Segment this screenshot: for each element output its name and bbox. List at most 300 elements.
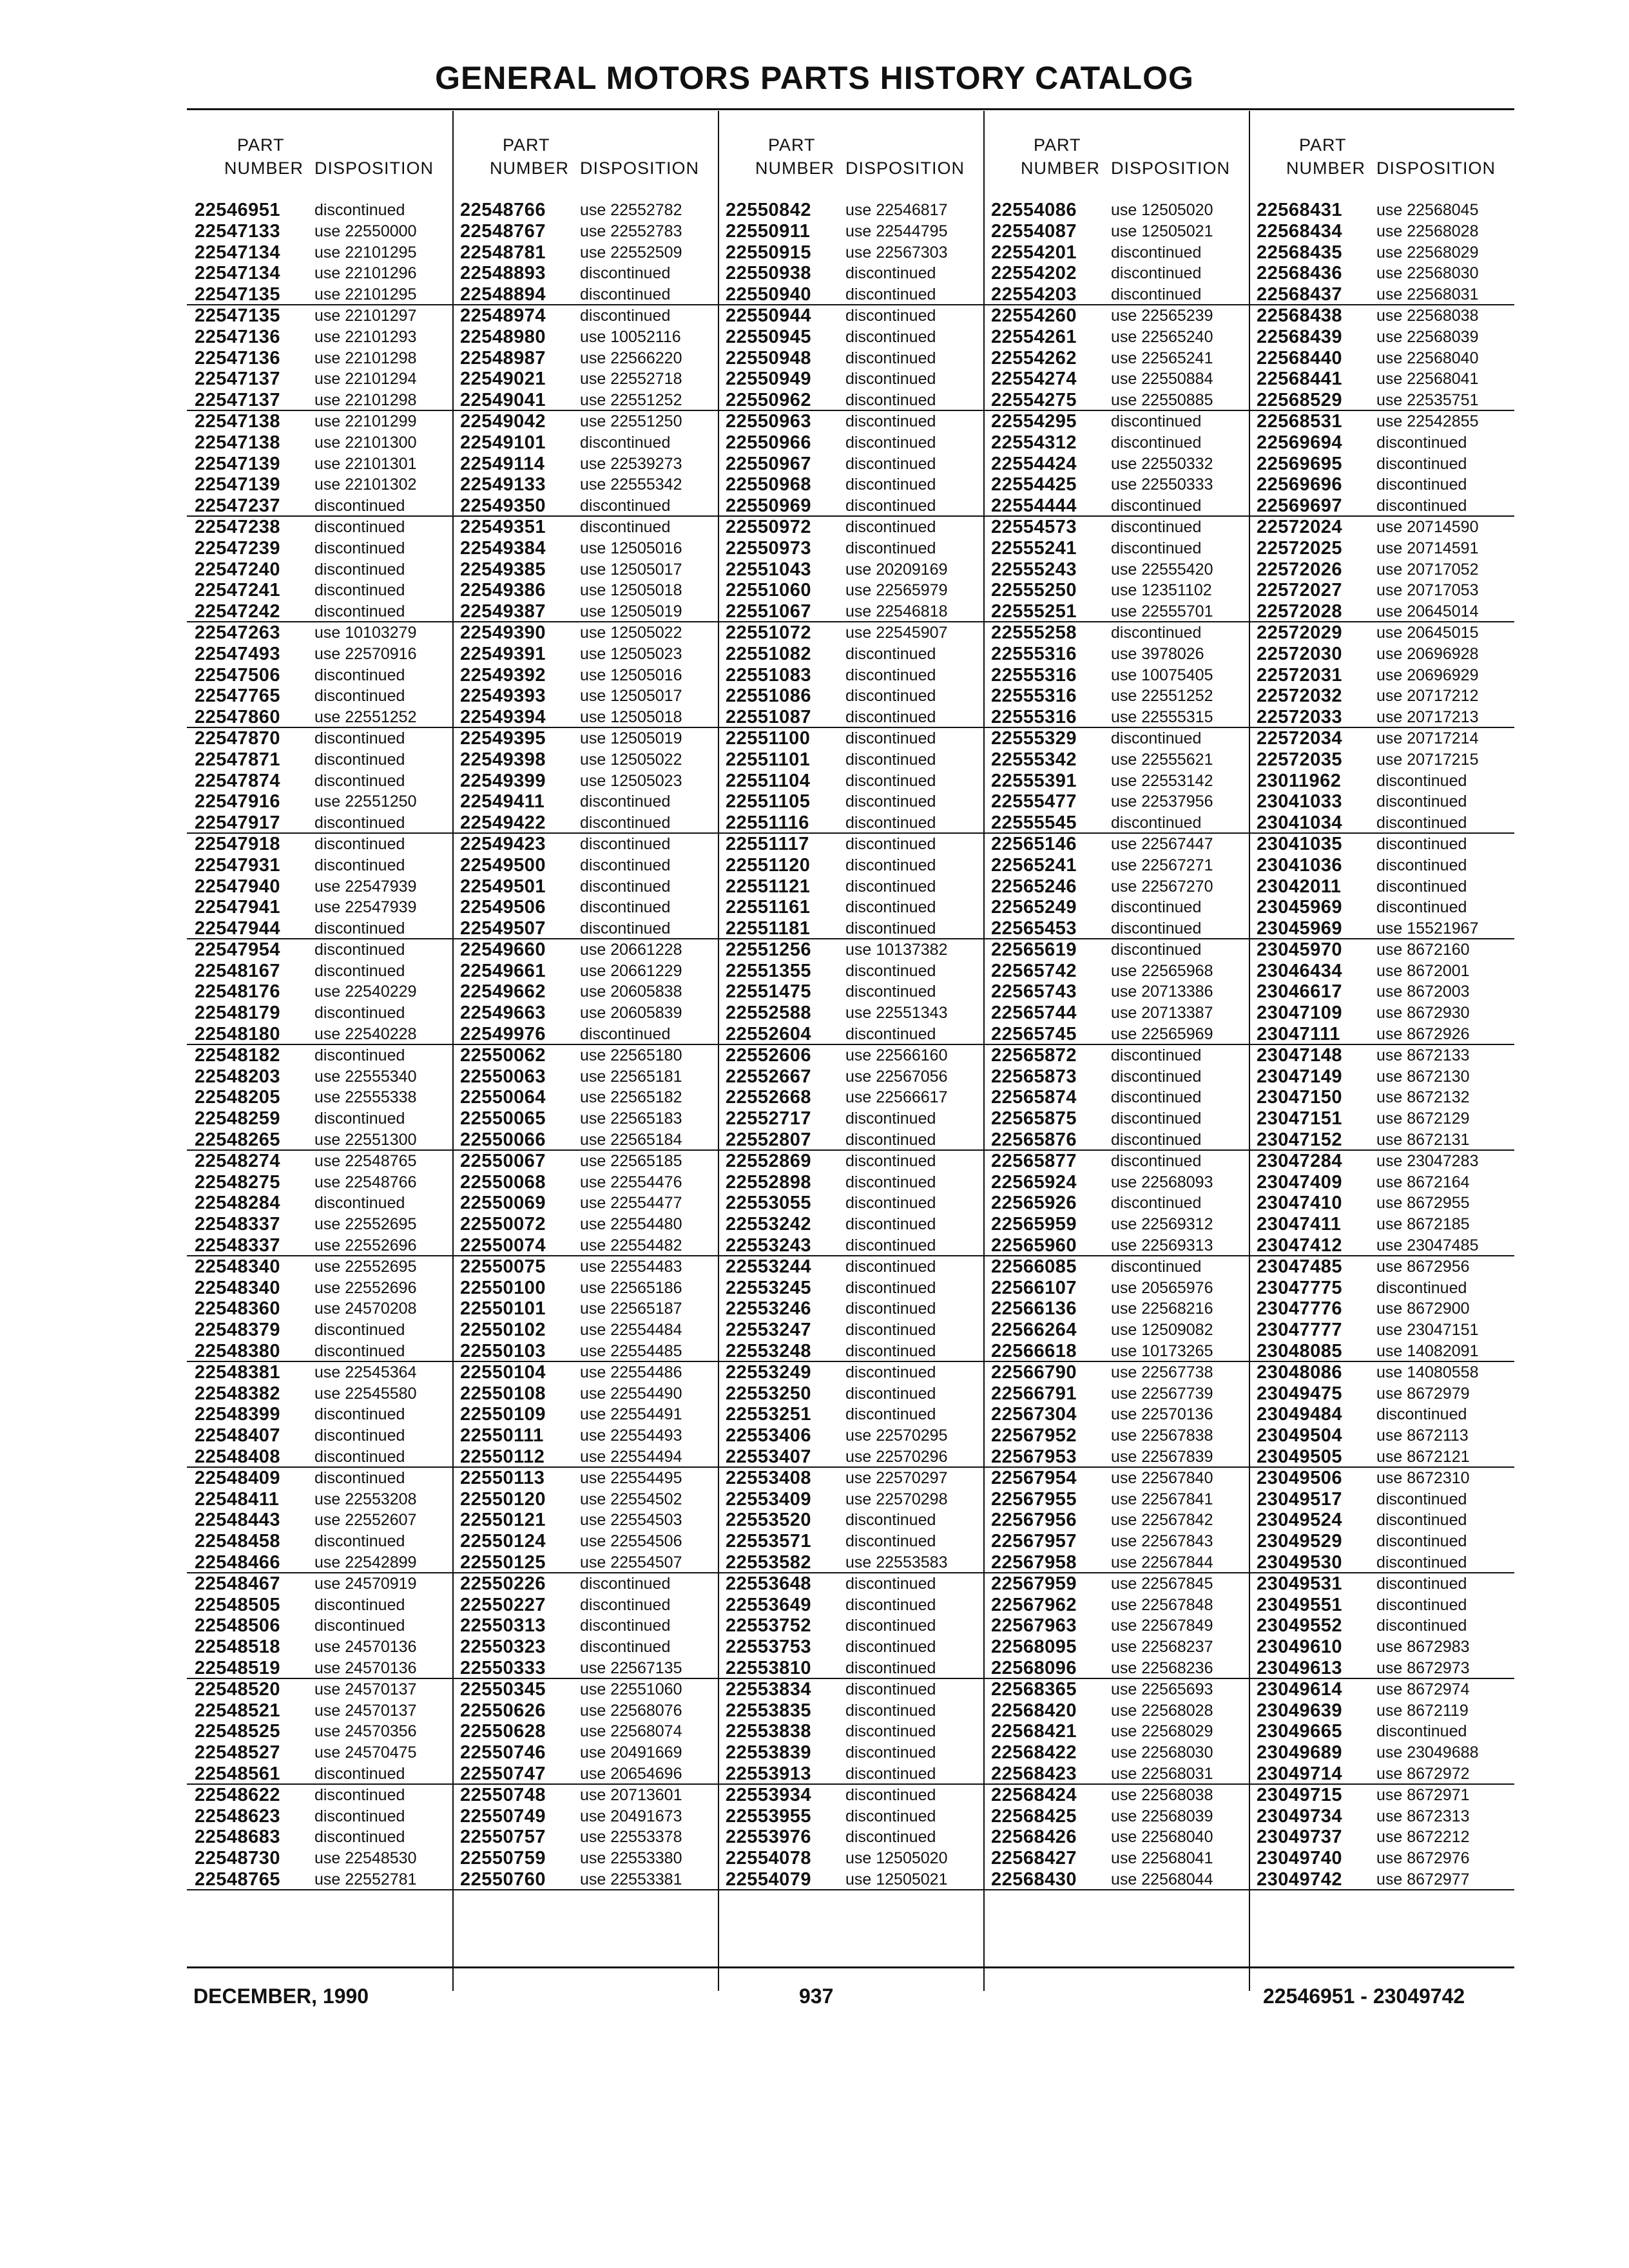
disposition: discontinued — [845, 834, 936, 853]
part-number: 22550075 — [460, 1256, 546, 1277]
table-row — [983, 1235, 1249, 1256]
part-number: 22550068 — [460, 1171, 546, 1193]
disposition: use 22566220 — [580, 349, 682, 367]
disposition: use 12505020 — [1111, 201, 1213, 219]
part-number: 22553976 — [726, 1827, 812, 1848]
part-number: 22566136 — [991, 1298, 1077, 1320]
table-row — [718, 1383, 983, 1405]
part-number: 22566264 — [991, 1320, 1077, 1341]
table-row — [718, 1552, 983, 1573]
disposition: use 20209169 — [845, 560, 948, 579]
disposition: discontinued — [580, 517, 671, 536]
part-number: 22550972 — [726, 516, 812, 537]
part-number: 22552668 — [726, 1087, 812, 1108]
part-number: 22565926 — [991, 1193, 1077, 1214]
table-row — [452, 411, 718, 432]
part-number: 22572030 — [1257, 643, 1343, 664]
table-row — [187, 1742, 452, 1763]
disposition: discontinued — [580, 919, 671, 938]
part-number: 22551475 — [726, 981, 812, 1003]
part-number: 22550121 — [460, 1510, 546, 1531]
disposition: discontinued — [314, 1405, 405, 1424]
part-number: 22550313 — [460, 1615, 546, 1637]
disposition: use 12505019 — [580, 602, 682, 621]
table-row — [718, 1362, 983, 1383]
disposition: discontinued — [845, 687, 936, 706]
disposition: discontinued — [845, 1828, 936, 1847]
part-number: 22568531 — [1257, 410, 1343, 432]
table-row — [1249, 1235, 1514, 1256]
disposition: use 22567840 — [1111, 1468, 1213, 1487]
disposition: discontinued — [1376, 856, 1467, 874]
part-number: 22550759 — [460, 1848, 546, 1869]
part-number: 22554295 — [991, 410, 1077, 432]
disposition: discontinued — [580, 264, 671, 283]
part-number: 22550108 — [460, 1383, 546, 1404]
part-number: 22549501 — [460, 876, 546, 897]
table-row — [452, 855, 718, 876]
column-header — [983, 135, 1249, 200]
table-row — [983, 1256, 1249, 1278]
disposition: discontinued — [845, 1215, 936, 1234]
part-number: 22568529 — [1257, 390, 1343, 411]
disposition: discontinued — [1111, 1067, 1202, 1086]
disposition: discontinued — [580, 1025, 671, 1044]
disposition: use 22570295 — [845, 1427, 948, 1445]
disposition: use 22567839 — [1111, 1448, 1213, 1466]
table-row — [452, 1446, 718, 1468]
disposition: discontinued — [1376, 1553, 1467, 1571]
disposition: use 22554490 — [580, 1384, 682, 1403]
disposition: use 22555420 — [1111, 560, 1213, 579]
table-row — [187, 749, 452, 771]
part-number: 23049506 — [1257, 1467, 1343, 1488]
disposition: use 22552783 — [580, 222, 682, 240]
part-number: 23048086 — [1257, 1361, 1343, 1383]
table-row — [718, 1658, 983, 1679]
disposition: use 22568040 — [1376, 349, 1479, 367]
table-row — [718, 1806, 983, 1827]
part-number: 22547134 — [195, 263, 281, 284]
disposition: discontinued — [1376, 1278, 1467, 1297]
part-number: 22549399 — [460, 770, 546, 791]
disposition: use 22550885 — [1111, 391, 1213, 410]
disposition: use 22567845 — [1111, 1574, 1213, 1593]
disposition: discontinued — [845, 454, 936, 473]
table-row — [983, 1151, 1249, 1172]
table-row — [1249, 1827, 1514, 1848]
table-row — [718, 1087, 983, 1108]
table-row — [983, 1278, 1249, 1299]
part-number: 22568420 — [991, 1700, 1077, 1721]
part-number: 22548767 — [460, 220, 546, 242]
disposition: use 22554502 — [580, 1490, 682, 1508]
table-row — [1249, 897, 1514, 918]
table-row — [187, 1256, 452, 1278]
disposition: discontinued — [1376, 793, 1467, 811]
table-row — [452, 1785, 718, 1806]
part-number: 22553407 — [726, 1446, 812, 1468]
disposition: use 22567739 — [1111, 1384, 1213, 1403]
table-row — [983, 1341, 1249, 1362]
disposition: discontinued — [845, 877, 936, 896]
disposition: use 20713387 — [1111, 1004, 1213, 1023]
table-row — [187, 1235, 452, 1256]
part-number: 22550944 — [726, 305, 812, 326]
disposition: use 22567843 — [1111, 1532, 1213, 1551]
part-number: 22548443 — [195, 1510, 281, 1531]
part-number: 22547136 — [195, 326, 281, 347]
table-row — [452, 1827, 718, 1848]
column-header — [187, 135, 452, 200]
disposition: discontinued — [845, 1574, 936, 1593]
part-number: 22548167 — [195, 960, 281, 981]
part-number: 22553838 — [726, 1721, 812, 1742]
disposition: use 22568031 — [1376, 285, 1479, 304]
disposition: use 12505017 — [580, 687, 682, 706]
part-number: 22547916 — [195, 791, 281, 812]
part-number: 22567954 — [991, 1467, 1077, 1488]
disposition: use 22555701 — [1111, 602, 1213, 621]
table-row — [1249, 1151, 1514, 1172]
table-row — [1249, 1256, 1514, 1278]
disposition: discontinued — [845, 961, 936, 980]
disposition: discontinued — [314, 750, 405, 769]
part-number: 22547940 — [195, 876, 281, 897]
table-row — [718, 834, 983, 855]
table-row — [983, 1214, 1249, 1235]
disposition: use 22545364 — [314, 1363, 417, 1381]
part-number: 22553409 — [726, 1488, 812, 1510]
table-row — [187, 580, 452, 601]
part-number: 23049505 — [1257, 1446, 1343, 1468]
disposition: discontinued — [845, 1511, 936, 1530]
part-number: 22547138 — [195, 410, 281, 432]
table-row — [452, 1024, 718, 1045]
table-row — [983, 1679, 1249, 1700]
table-row — [718, 1003, 983, 1024]
part-number: 22549021 — [460, 369, 546, 390]
part-number: 22550067 — [460, 1150, 546, 1171]
table-row — [1249, 1320, 1514, 1341]
table-row — [452, 1362, 718, 1383]
table-row — [187, 812, 452, 834]
disposition: use 22567738 — [1111, 1363, 1213, 1381]
part-number: 22565877 — [991, 1150, 1077, 1171]
part-number: 22549395 — [460, 727, 546, 749]
table-row — [983, 1742, 1249, 1763]
part-number: 22550101 — [460, 1298, 546, 1320]
part-number: 22552588 — [726, 1003, 812, 1024]
disposition: discontinued — [1111, 1046, 1202, 1064]
part-number: 22549391 — [460, 643, 546, 664]
table-row — [983, 1637, 1249, 1658]
disposition: discontinued — [1111, 898, 1202, 917]
disposition: use 22565240 — [1111, 327, 1213, 346]
part-number: 22552807 — [726, 1129, 812, 1151]
table-row — [1249, 327, 1514, 348]
disposition: discontinued — [1376, 814, 1467, 832]
disposition: use 12351102 — [1111, 581, 1212, 600]
header-number-label: NUMBER — [755, 159, 835, 178]
part-number: 22555477 — [991, 791, 1077, 812]
table-row — [1249, 981, 1514, 1003]
table-row — [1249, 939, 1514, 961]
table-row — [187, 200, 452, 221]
disposition: use 12505016 — [580, 539, 682, 557]
part-number: 23041034 — [1257, 812, 1343, 834]
part-number: 22565453 — [991, 918, 1077, 939]
disposition: use 22101302 — [314, 476, 417, 494]
disposition: discontinued — [845, 1701, 936, 1720]
part-number: 23047485 — [1257, 1256, 1343, 1277]
part-number: 23041035 — [1257, 833, 1343, 854]
disposition: discontinued — [845, 306, 936, 325]
disposition: use 8672955 — [1376, 1194, 1470, 1213]
disposition: use 22552718 — [580, 370, 682, 389]
disposition: discontinued — [845, 1744, 936, 1762]
disposition: use 22554503 — [580, 1511, 682, 1530]
table-row — [187, 1087, 452, 1108]
table-row — [1249, 454, 1514, 475]
disposition: use 22565184 — [580, 1131, 682, 1149]
part-number: 22551082 — [726, 643, 812, 664]
part-number: 22552869 — [726, 1150, 812, 1171]
table-row — [187, 855, 452, 876]
part-number: 22572028 — [1257, 601, 1343, 622]
disposition: discontinued — [1376, 1722, 1467, 1741]
table-row — [1249, 305, 1514, 327]
table-row — [1249, 369, 1514, 390]
table-row — [187, 221, 452, 242]
table-row — [452, 812, 718, 834]
disposition: use 22570297 — [845, 1468, 948, 1487]
disposition: use 22551060 — [580, 1680, 682, 1698]
disposition: discontinued — [845, 708, 936, 727]
disposition: discontinued — [1111, 412, 1202, 430]
part-number: 23045969 — [1257, 897, 1343, 918]
disposition: discontinued — [314, 560, 405, 579]
disposition: discontinued — [314, 497, 405, 515]
table-row — [718, 221, 983, 242]
disposition: discontinued — [845, 1236, 936, 1255]
table-row — [718, 369, 983, 390]
disposition: discontinued — [845, 433, 936, 452]
table-row — [1249, 1362, 1514, 1383]
disposition: discontinued — [845, 1257, 936, 1276]
disposition: discontinued — [1111, 264, 1202, 283]
part-number: 22553249 — [726, 1361, 812, 1383]
part-number: 22550746 — [460, 1742, 546, 1763]
table-row — [452, 644, 718, 665]
table-row — [187, 1425, 452, 1446]
disposition: use 22568028 — [1111, 1701, 1213, 1720]
table-row — [718, 1425, 983, 1446]
disposition: use 22101296 — [314, 264, 417, 283]
disposition: use 22552781 — [314, 1870, 417, 1888]
table-row — [1249, 1595, 1514, 1616]
table-row — [983, 1869, 1249, 1890]
table-row — [983, 834, 1249, 855]
part-number: 22548180 — [195, 1024, 281, 1045]
disposition: use 24570208 — [314, 1300, 417, 1318]
part-number: 22550749 — [460, 1805, 546, 1827]
part-number: 22569695 — [1257, 453, 1343, 474]
part-number: 22568438 — [1257, 305, 1343, 326]
disposition: use 24570356 — [314, 1722, 417, 1741]
table-row — [983, 242, 1249, 264]
part-number: 22553753 — [726, 1637, 812, 1658]
disposition: use 22550333 — [1111, 476, 1213, 494]
disposition: discontinued — [314, 856, 405, 874]
part-number: 22552604 — [726, 1024, 812, 1045]
table-row — [718, 580, 983, 601]
disposition: use 22567135 — [580, 1658, 682, 1677]
part-number: 22549350 — [460, 495, 546, 517]
part-number: 22551043 — [726, 559, 812, 580]
catalog-column-4 — [983, 135, 1249, 1991]
disposition: discontinued — [845, 391, 936, 410]
table-row — [983, 771, 1249, 792]
part-number: 22549385 — [460, 559, 546, 580]
part-number: 22550915 — [726, 242, 812, 263]
table-row — [452, 834, 718, 855]
disposition: use 22565182 — [580, 1088, 682, 1107]
table-row — [718, 1446, 983, 1468]
disposition: use 8672926 — [1376, 1025, 1470, 1044]
table-row — [718, 1235, 983, 1256]
disposition: use 8672132 — [1376, 1088, 1470, 1107]
disposition: use 22570916 — [314, 644, 417, 663]
table-row — [1249, 348, 1514, 369]
disposition: discontinued — [1376, 771, 1467, 790]
disposition: use 22565239 — [1111, 306, 1213, 325]
table-row — [1249, 1045, 1514, 1066]
table-row — [1249, 791, 1514, 812]
disposition: use 22567841 — [1111, 1490, 1213, 1508]
column-header — [452, 135, 718, 200]
part-number: 22553242 — [726, 1214, 812, 1235]
disposition: use 8672972 — [1376, 1764, 1470, 1783]
disposition: use 22570136 — [1111, 1405, 1213, 1424]
table-row — [1249, 1278, 1514, 1299]
disposition: use 22552696 — [314, 1278, 417, 1297]
part-number: 22548506 — [195, 1615, 281, 1637]
table-row — [452, 1256, 718, 1278]
disposition: discontinued — [1376, 1511, 1467, 1530]
table-row — [1249, 1806, 1514, 1827]
table-row — [718, 749, 983, 771]
table-row — [983, 1806, 1249, 1827]
part-number: 22553250 — [726, 1383, 812, 1404]
table-row — [1249, 1679, 1514, 1700]
disposition: use 22568040 — [1111, 1828, 1213, 1847]
part-number: 22550064 — [460, 1087, 546, 1108]
table-row — [1249, 1785, 1514, 1806]
table-row — [983, 517, 1249, 538]
table-row — [983, 411, 1249, 432]
disposition: discontinued — [845, 1110, 936, 1128]
part-number: 22555243 — [991, 559, 1077, 580]
header-number-label: NUMBER — [1021, 159, 1101, 178]
part-number: 23011962 — [1257, 770, 1342, 791]
table-row — [187, 369, 452, 390]
table-row — [187, 284, 452, 305]
disposition: discontinued — [1111, 814, 1202, 832]
disposition: use 23047151 — [1376, 1321, 1479, 1340]
part-number: 22553810 — [726, 1657, 812, 1678]
table-row — [718, 517, 983, 538]
disposition: use 22555340 — [314, 1067, 417, 1086]
part-number: 22568421 — [991, 1721, 1077, 1742]
part-number: 22550111 — [460, 1425, 544, 1446]
table-row — [718, 1679, 983, 1700]
part-number: 22553571 — [726, 1531, 812, 1552]
part-number: 22549392 — [460, 664, 546, 686]
part-number: 22548340 — [195, 1256, 281, 1277]
table-row — [187, 1278, 452, 1299]
table-row — [452, 939, 718, 961]
table-row — [983, 1552, 1249, 1573]
disposition: discontinued — [314, 834, 405, 853]
table-row — [187, 1003, 452, 1024]
disposition: discontinued — [580, 1617, 671, 1635]
disposition: use 22565979 — [845, 581, 948, 600]
table-row — [983, 961, 1249, 982]
part-number: 22547137 — [195, 369, 281, 390]
table-row — [1249, 1721, 1514, 1742]
disposition: use 10052116 — [580, 327, 681, 346]
top-rule — [187, 108, 1514, 110]
disposition: discontinued — [1111, 1151, 1202, 1170]
table-row — [983, 1129, 1249, 1151]
disposition: use 3978026 — [1111, 644, 1204, 663]
table-row — [718, 1298, 983, 1320]
header-disposition-label: DISPOSITION — [580, 159, 700, 178]
table-row — [452, 1700, 718, 1722]
disposition: use 22568029 — [1376, 243, 1479, 262]
table-row — [1249, 918, 1514, 939]
table-row — [983, 918, 1249, 939]
part-number: 22547238 — [195, 516, 281, 537]
disposition: discontinued — [845, 1785, 936, 1804]
disposition: use 22567849 — [1111, 1617, 1213, 1635]
column-header — [718, 135, 983, 200]
table-row — [718, 601, 983, 622]
part-number: 22549394 — [460, 707, 546, 728]
disposition: use 22567056 — [845, 1067, 948, 1086]
disposition: discontinued — [845, 793, 936, 811]
disposition: discontinued — [845, 1151, 936, 1170]
part-number: 22550102 — [460, 1320, 546, 1341]
table-row — [983, 369, 1249, 390]
table-row — [718, 263, 983, 284]
footer-page-number: 937 — [799, 1984, 834, 2008]
part-number: 22550973 — [726, 537, 812, 559]
disposition: discontinued — [580, 1595, 671, 1614]
part-number: 22551101 — [726, 749, 811, 770]
disposition: discontinued — [845, 666, 936, 684]
part-number: 22548382 — [195, 1383, 281, 1404]
table-row — [1249, 1087, 1514, 1108]
part-number: 22568440 — [1257, 347, 1343, 369]
disposition: use 22566617 — [845, 1088, 948, 1107]
table-row — [983, 221, 1249, 242]
part-number: 22547765 — [195, 686, 281, 707]
part-number: 22548766 — [460, 200, 546, 220]
part-number: 23049504 — [1257, 1425, 1343, 1446]
table-row — [983, 263, 1249, 284]
